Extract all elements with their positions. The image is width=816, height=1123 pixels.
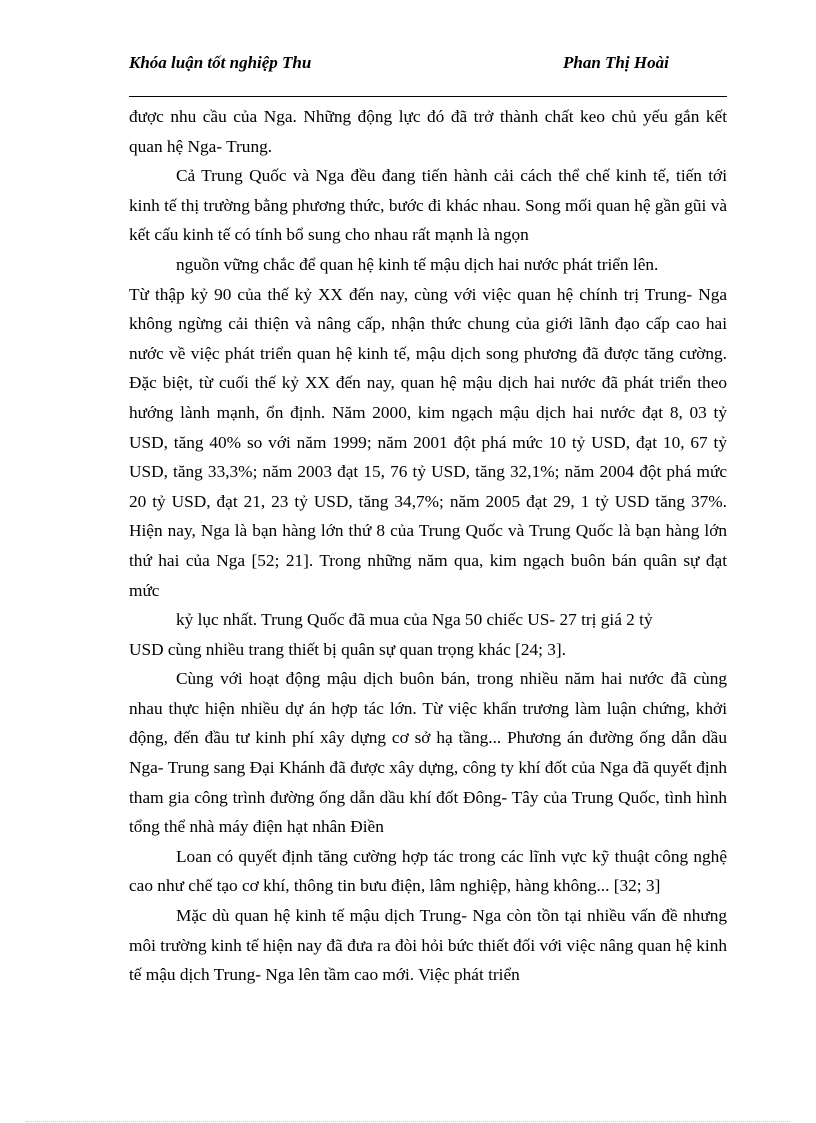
header-author-name: Phan Thị Hoài [563, 53, 669, 72]
paragraph-7: Cùng với hoạt động mậu dịch buôn bán, trong nhiều năm hai nước đã cùng nhau thực hiện nhiều dự án hợp tác lớn. Từ việc khẩn trương làm luận chứng, khởi động, đến đầu tư kinh phí xây dựng cơ sở hạ tầng... Phương án đường ống dẫn dầu Nga- Trung sang Đại Khánh đã được xây dựng, công ty khí đốt của Nga đã quyết định tham gia công trình đường ống dẫn dầu khí đốt Đông- Tây của Trung Quốc, tình hình tổng thể nhà máy điện hạt nhân Điền [129, 669, 727, 837]
paragraph-1: được nhu cầu của Nga. Những động lực đó đã trở thành chất keo chủ yếu gắn kết quan hệ Nga- Trung. [129, 107, 727, 156]
paragraph-6: USD cùng nhiều trang thiết bị quân sự quan trọng khác [24; 3]. [129, 639, 566, 659]
page-header [129, 48, 727, 97]
paragraph-9: Mặc dù quan hệ kinh tế mậu dịch Trung- Nga còn tồn tại nhiều vấn đề nhưng môi trường kinh tế hiện nay đã đưa ra đòi hỏi bức thiết đối với việc nâng quan hệ kinh tế mậu dịch Trung- Nga lên tầm cao mới. Việc phát triển [129, 906, 727, 985]
body-text [129, 102, 727, 990]
paragraph-3: nguồn vững chắc để quan hệ kinh tế mậu dịch hai nước phát triển lên. [176, 254, 659, 274]
header-thesis-title: Khóa luận tốt nghiệp Thu [129, 53, 312, 72]
page-bottom-rule [26, 1121, 790, 1122]
paragraph-8: Loan có quyết định tăng cường hợp tác trong các lĩnh vực kỹ thuật công nghệ cao như chế tạo cơ khí, thông tin bưu điện, lâm nghiệp, hàng không... [32; 3] [129, 846, 727, 896]
paragraph-4: Từ thập kỷ 90 của thế kỷ XX đến nay, cùng với việc quan hệ chính trị Trung- Nga không ngừng cải thiện và nâng cấp, nhận thức chung của giới lãnh đạo cấp cao hai nước về việc phát triển quan hệ kinh tế, mậu dịch song phương đã được tăng cường. Đặc biệt, từ cuối thế kỷ XX đến nay, quan hệ mậu dịch hai nước đã phát triển theo hướng lành mạnh, ổn định. Năm 2000, kim ngạch mậu dịch hai nước đạt 8, 03 tỷ USD, tăng 40% so với năm 1999; năm 2001 đột phá mức 10 tỷ USD, đạt 10, 67 tỷ USD, tăng 33,3%; năm 2003 đạt 15, 76 tỷ USD, tăng 32,1%; năm 2004 đột phá mức 20 tỷ USD, đạt 21, 23 tỷ USD, tăng 34,7%; năm 2005 đạt 29, 1 tỷ USD tăng 37%. Hiện nay, Nga là bạn hàng lớn thứ 8 của Trung Quốc và Trung Quốc là bạn hàng lớn thứ hai của Nga [52; 21]. Trong những năm qua, kim ngạch buôn bán quân sự đạt mức [129, 284, 727, 600]
paragraph-2: Cả Trung Quốc và Nga đều đang tiến hành cải cách thể chế kinh tế, tiến tới kinh tế thị trường bằng phương thức, bước đi khác nhau. Song mối quan hệ gần gũi và kết cấu kinh tế có tính bổ sung cho nhau rất mạnh là ngọn [129, 166, 727, 245]
paragraph-5: kỷ lục nhất. Trung Quốc đã mua của Nga 50 chiếc US- 27 trị giá 2 tỷ [176, 610, 653, 630]
